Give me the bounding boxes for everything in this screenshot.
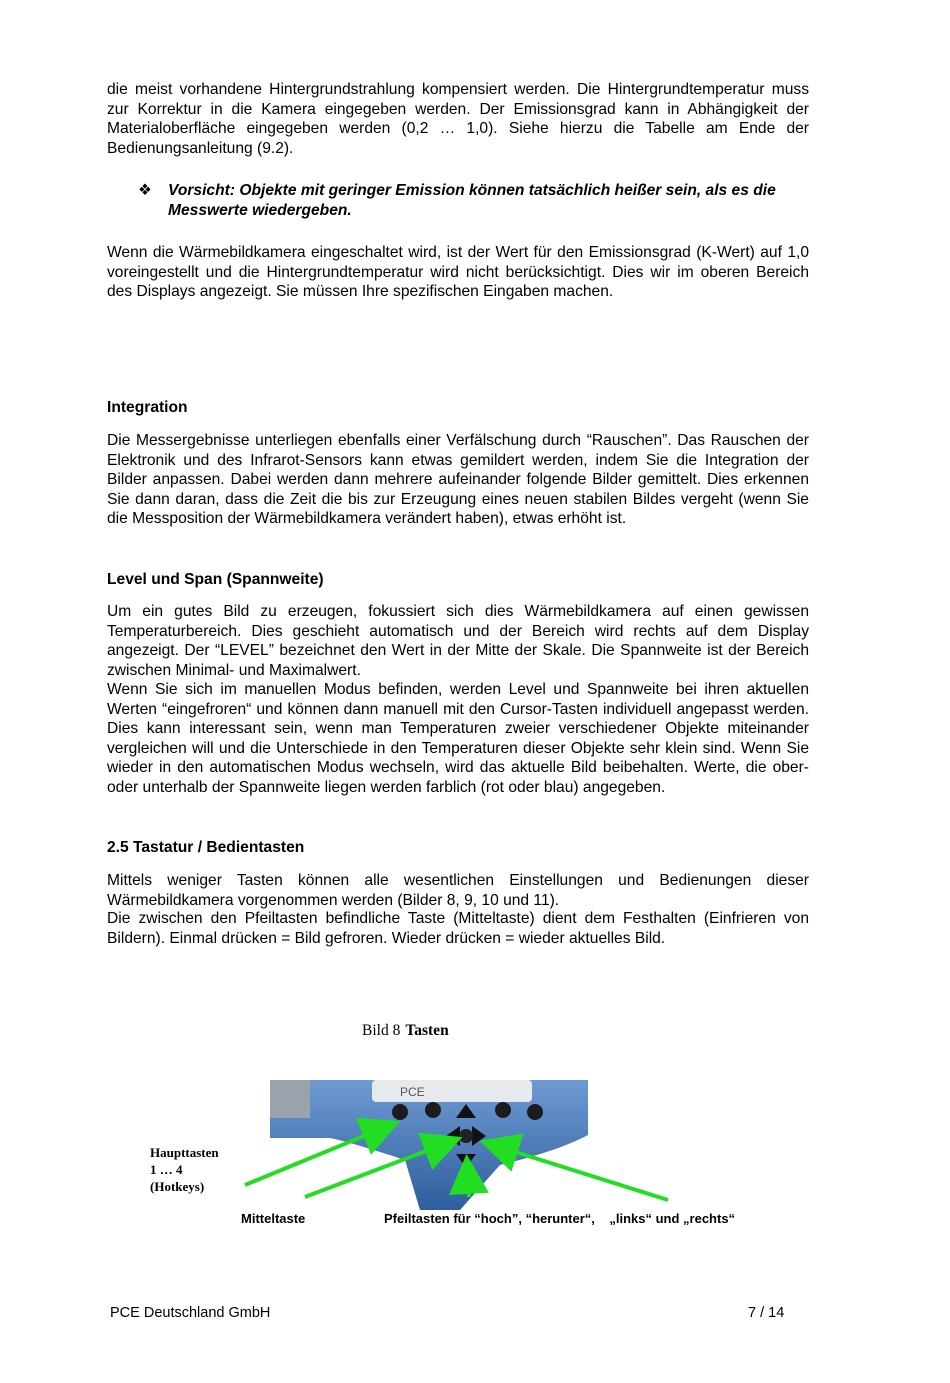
hotkey-2[interactable] [425,1102,441,1118]
level-span-paragraph-2: Wenn Sie sich im manuellen Modus befinden, werden Level und Spannweite bei ihren aktuellen Werten “eingefroren“ und können dann manuell mit den Cursor-Tasten individuell angepasst werden. Dies kann interessant sein, wenn man Temperaturen zweier verschiedener Objekte miteinander vergleichen will und die Unterschiede in den Temperaturen dieser Objekte sehr klein sind. Wenn Sie wieder in den automatischen Modus wechseln, wird das aktuelle Bild beibehalten. Werte, die ober- oder unterhalb der Spannweite liegen werden farblich (rot oder blau) angegeben. [107,681,809,796]
caption-number: Bild 8 [362,1022,401,1039]
level-span-paragraph-1: Um ein gutes Bild zu erzeugen, fokussiert sich dies Wärmebildkamera auf einen gewissen Temperaturbereich. Dies geschieht automatisch und der Bereich wird rechts auf dem Display angezeigt. Der “LEVEL” bezeichnet den Wert in der Mitte der Skale. Die Spannweite ist der Bereich zwischen Minimal- und Maximalwert. [107,603,809,679]
level-span-heading: Level und Span (Spannweite) [107,571,324,588]
keys-section-heading: 2.5 Tastatur / Bedientasten [107,839,305,856]
integration-paragraph: Die Messergebnisse unterliegen ebenfalls einer Verfälschung durch “Rauschen”. Das Rauschen der Elektronik und des Infrarot-Sensors kann etwas gemildert werden, indem Sie die Integration der Bilder anpassen. Dabei werden dann mehrere aufeinander folgende Bilder gemittelt. Dies erkennen Sie dann daran, dass die Zeit die bis zur Erzeugung eines neuen stabilen Bildes vergeht (wenn Sie die Messposition der Wärmebildkamera verändert haben), etwas erhöht ist. [107,432,809,527]
center-key[interactable] [459,1129,473,1143]
camera-keypad-illustration [0,1060,950,1220]
camera-display-window [372,1080,532,1102]
footer-company: PCE Deutschland GmbH [110,1305,271,1321]
hotkey-3[interactable] [495,1102,511,1118]
footer-page-number: 7 / 14 [748,1305,785,1321]
hotkeys-label [150,1144,219,1195]
startup-paragraph: Wenn die Wärmebildkamera eingeschaltet wird, ist der Wert für den Emissionsgrad (K-Wert) auf 1,0 voreingestellt und die Hintergrundtemperatur wird nicht berücksichtigt. Dies wir im oberen Bereich des Displays angezeigt. Sie müssen Ihre spezifischen Eingaben machen. [107,244,809,300]
keys-paragraph-1: Mittels weniger Tasten können alle wesentlichen Einstellungen und Bedienungen dieser Wärmebildkamera vorgenommen werden (Bilder 8, 9, 10 und 11). [107,872,809,909]
hotkeys-label-line-2: 1 … 4 [150,1162,183,1177]
arrow-keys-label: Pfeiltasten für “hoch”, “herunter“, „links“ und „rechts“ [384,1211,736,1226]
intro-paragraph: die meist vorhandene Hintergrundstrahlung kompensiert werden. Die Hintergrundtemperatur muss zur Korrektur in die Kamera eingegeben werden. Der Emissionsgrad kann in Abhängigkeit der Materialoberfläche eingegeben werden (0,2 … 1,0). Siehe hierzu die Tabelle am Ende der Bedienungsanleitung (9.2). [107,81,809,157]
diamond-bullet-icon: ❖ [138,182,152,199]
hotkeys-label-line-3: (Hotkeys) [150,1179,205,1194]
figure-keys [0,1060,950,1226]
hotkeys-label-line-1: Haupttasten [150,1145,219,1160]
device-logo-text: PCE [400,1085,425,1099]
caption-title: Tasten [405,1022,449,1039]
hotkey-4[interactable] [527,1104,543,1120]
integration-heading: Integration [107,399,188,416]
hotkey-1[interactable] [392,1104,408,1120]
right-key-pointer-arrow [487,1143,668,1200]
keys-paragraph-2: Die zwischen den Pfeiltasten befindliche Taste (Mitteltaste) dient dem Festhalten (Einfrieren von Bildern). Einmal drücken = Bild gefroren. Wieder drücken = wieder aktuelles Bild. [107,910,809,947]
figure-caption [362,1022,449,1040]
center-key-label: Mitteltaste [241,1211,306,1226]
camera-lens-housing [270,1080,310,1118]
down-key-pointer-arrow [467,1162,469,1197]
warning-text: Vorsicht: Objekte mit geringer Emission können tatsächlich heißer sein, als es die Messwerte wiedergeben. [168,182,776,219]
